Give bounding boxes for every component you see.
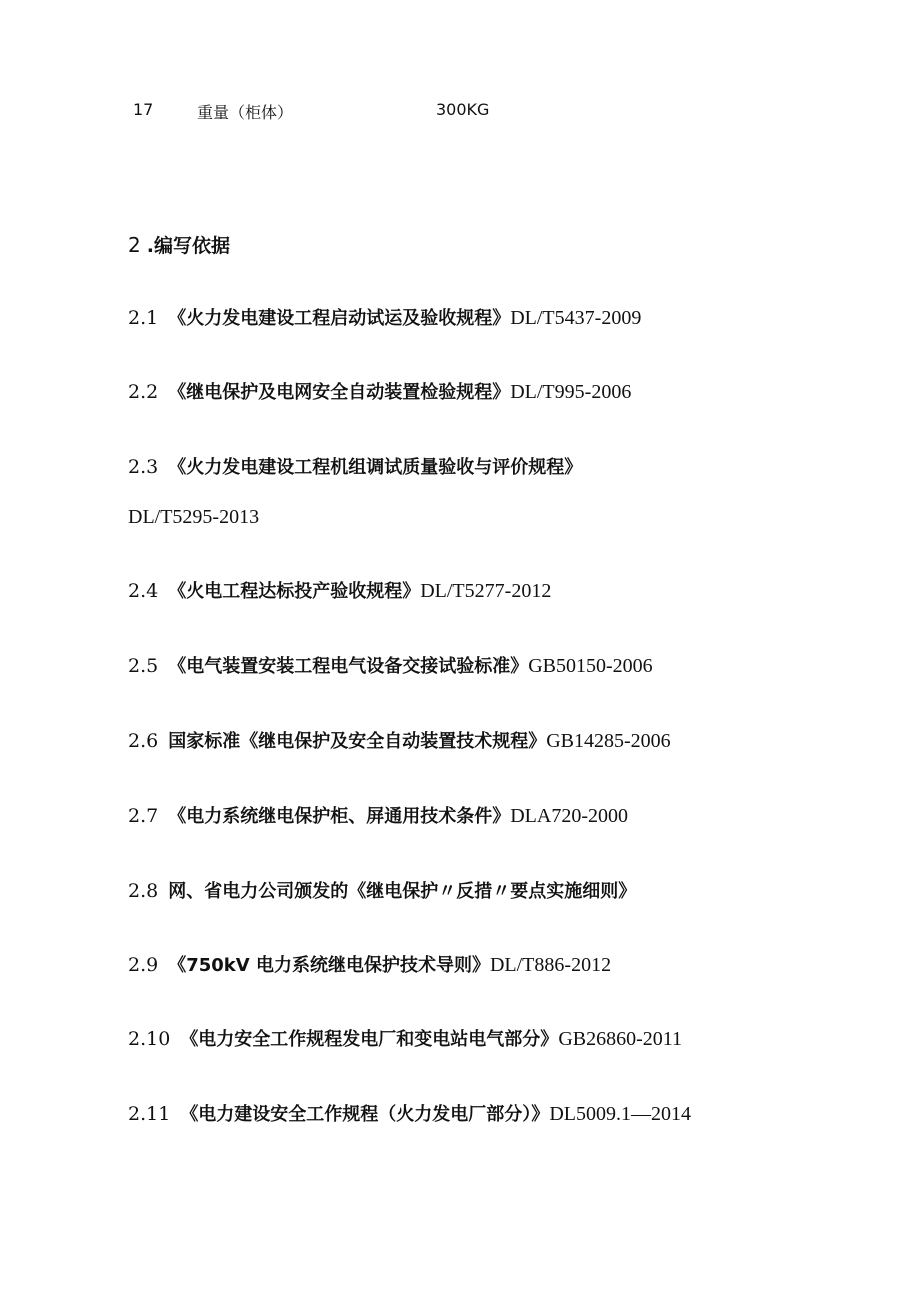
reference-item (128, 653, 653, 680)
reference-number: 2.5 (128, 655, 159, 677)
reference-item (128, 1026, 682, 1053)
reference-code: DL/T5277-2012 (420, 580, 552, 602)
reference-code: DL/T886-2012 (489, 954, 612, 976)
reference-item (128, 379, 631, 406)
section-title: .编写依据 (146, 235, 230, 257)
reference-code: DL/T995-2006 (510, 381, 632, 403)
reference-code: DL5009.1—2014 (549, 1103, 691, 1125)
reference-code: GB14285-2006 (546, 730, 671, 752)
reference-number: 2.7 (128, 805, 159, 827)
reference-number: 2.2 (128, 381, 159, 403)
reference-item (128, 952, 611, 979)
reference-number: 2.11 (128, 1103, 171, 1125)
reference-number: 2.9 (128, 954, 159, 976)
row-value: 300KG (436, 100, 490, 119)
reference-code: GB26860-2011 (558, 1028, 683, 1050)
reference-title: 《电力安全工作规程发电厂和变电站电气部分》 (180, 1029, 559, 1050)
reference-number: 2.6 (128, 730, 159, 752)
reference-item (128, 578, 551, 605)
reference-code: DL/T5437-2009 (510, 307, 642, 329)
reference-code: DLA720-2000 (510, 805, 628, 827)
spec-table-row (0, 96, 920, 124)
reference-item (128, 728, 671, 755)
reference-title: 《电力系统继电保护柜、屏通用技术条件》 (168, 806, 511, 827)
reference-item (128, 878, 636, 905)
reference-item (128, 305, 641, 332)
reference-number: 2.3 (128, 456, 159, 478)
reference-title: 《750kV 电力系统继电保护技术导则》 (168, 955, 490, 976)
reference-title: 《火电工程达标投产验收规程》 (168, 581, 421, 602)
reference-number: 2.1 (128, 307, 159, 329)
reference-title: 国家标准《继电保护及安全自动装置技术规程》 (168, 731, 547, 752)
reference-title: 《继电保护及电网安全自动装置检验规程》 (168, 382, 511, 403)
reference-title: 《火力发电建设工程启动试运及验收规程》 (168, 308, 511, 329)
reference-title: 《电力建设安全工作规程（火力发电厂部分）》 (180, 1104, 550, 1125)
reference-title: 《火力发电建设工程机组调试质量验收与评价规程》 (168, 457, 583, 478)
reference-title: 网、省电力公司颁发的《继电保护〃反措〃要点实施细则》 (168, 881, 637, 902)
reference-title: 《电气装置安装工程电气设备交接试验标准》 (168, 656, 529, 677)
reference-number: 2.8 (128, 880, 159, 902)
section-number: 2 (128, 233, 141, 257)
row-index: 17 (133, 100, 154, 119)
section-heading (128, 231, 230, 258)
reference-item-continuation (128, 504, 259, 530)
row-name: 重量（柜体） (197, 103, 294, 122)
reference-code: GB50150-2006 (528, 655, 653, 677)
reference-code: DL/T5295-2013 (128, 506, 260, 528)
reference-item (128, 1101, 691, 1128)
reference-item (128, 454, 582, 481)
reference-item (128, 803, 628, 830)
reference-number: 2.10 (128, 1028, 171, 1050)
reference-number: 2.4 (128, 580, 159, 602)
